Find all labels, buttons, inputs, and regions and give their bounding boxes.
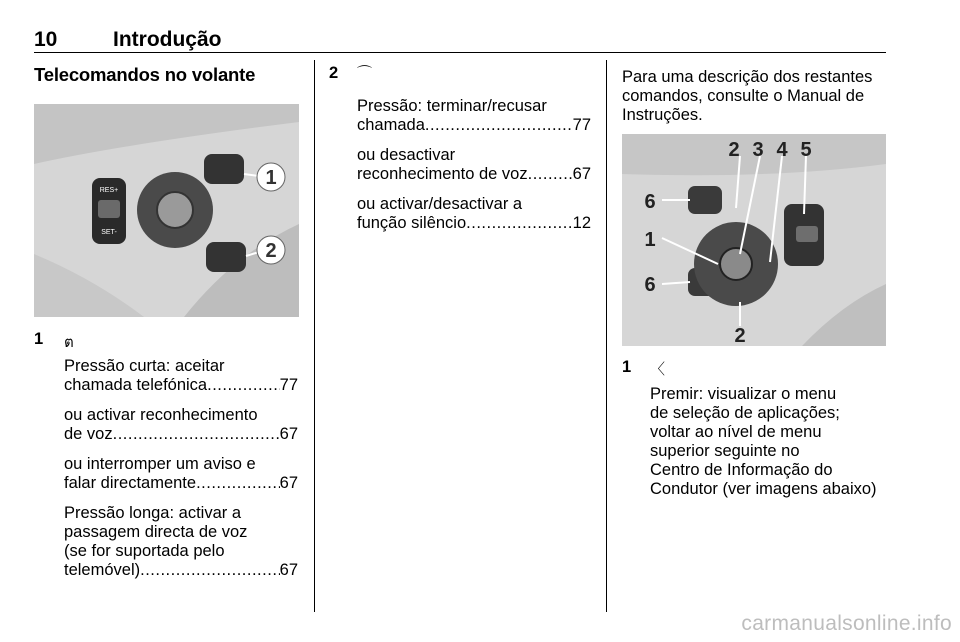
- col3-item1-number: 1: [622, 358, 632, 376]
- item2-number: 2: [329, 64, 339, 82]
- item2-entry-1-line-0: ou desactivar: [357, 146, 456, 164]
- item2-entry-2-ref: função silêncio ..... 12: [357, 214, 591, 233]
- steering-wheel-left-figure: [34, 104, 299, 317]
- steering-wheel-right-figure: [622, 134, 886, 346]
- col3-intro: [622, 68, 886, 125]
- item1-entry-1-line: ou activar reconhecimento: [64, 406, 258, 424]
- phone-hangup-icon: ⌒: [357, 65, 373, 82]
- item2-description: [357, 97, 591, 244]
- figure2-callout-4: 4: [776, 139, 788, 161]
- item1-entry-5-ref: telemóvel) ..... 67: [64, 561, 298, 580]
- item2-entry-1-ref: reconhecimento de voz ..... 67: [357, 165, 591, 184]
- item1-entry-1: [64, 406, 298, 444]
- figure1-set-label: SET-: [101, 229, 117, 236]
- col3-intro-line-1: comandos, consulte o Manual de: [622, 87, 865, 105]
- item1-entry-5-line-1: passagem directa de voz: [64, 523, 248, 541]
- steering-wheel-left-illustration: [34, 104, 299, 317]
- item2-entry-2-line-0: ou activar/desactivar a: [357, 195, 523, 213]
- watermark: carmanualsonline.info: [741, 612, 952, 635]
- item1-entry-5: [64, 504, 298, 580]
- item1-entry-0: [64, 357, 298, 395]
- col3-item1-line-3: superior seguinte no: [650, 442, 800, 460]
- item1-entry-2-ref: de voz ..... 67: [64, 425, 298, 444]
- item2-entry-2: [357, 195, 591, 233]
- page-number: 10: [34, 28, 58, 51]
- figure1-callout-1: 1: [265, 167, 277, 189]
- column-divider-1: [314, 60, 315, 612]
- phone-answer-icon: ต: [64, 334, 74, 351]
- col3-item1-line-2: voltar ao nível de menu: [650, 423, 822, 441]
- figure2-callout-3: 3: [752, 139, 764, 161]
- figure2-callout-6-bottom: 6: [644, 274, 656, 296]
- column-divider-2: [606, 60, 607, 612]
- steering-wheel-right-illustration: [622, 134, 886, 346]
- item1-entry-5-line-0: Pressão longa: activar a: [64, 504, 242, 522]
- figure2-callout-5: 5: [800, 139, 812, 161]
- figure2-callout-2-bottom: 2: [734, 325, 746, 346]
- header-rule: [34, 52, 886, 53]
- section-title: Telecomandos no volante: [34, 64, 256, 85]
- figure2-callout-6-top: 6: [644, 191, 656, 213]
- figure1-res-label: RES+: [99, 187, 119, 194]
- col3-item1-line-4: Centro de Informação do: [650, 461, 833, 479]
- chevron-left-icon: 〈: [650, 361, 666, 378]
- item2-entry-0-ref: chamada ..... 77: [357, 116, 591, 135]
- col3-item1-line-1: de seleção de aplicações;: [650, 404, 840, 422]
- col3-intro-line-0: Para uma descrição dos restantes: [622, 68, 873, 86]
- col3-item1-line-0: Premir: visualizar o menu: [650, 385, 837, 403]
- item1-description: [64, 357, 298, 591]
- col3-intro-line-2: Instruções.: [622, 106, 703, 124]
- col3-item1-description: [650, 385, 886, 499]
- chapter-title: Introdução: [113, 28, 222, 51]
- figure2-callout-2: 2: [728, 139, 740, 161]
- item1-number: 1: [34, 330, 44, 348]
- item1-entry-5-line-2: (se for suportada pelo: [64, 542, 225, 560]
- figure1-callout-2: 2: [265, 240, 277, 262]
- item1-entry-3-line: ou interromper um aviso e: [64, 455, 256, 473]
- item1-entry-0-line-0: Pressão curta: aceitar: [64, 357, 225, 375]
- item2-entry-1: [357, 146, 591, 184]
- figure2-callout-1: 1: [644, 229, 656, 251]
- col3-item1-line-5: Condutor (ver imagens abaixo): [650, 480, 877, 498]
- item1-entry-3: [64, 455, 298, 493]
- item1-entry-0-ref: chamada telefónica ..... 77: [64, 376, 298, 395]
- item1-entry-4-ref: falar directamente ..... 67: [64, 474, 298, 493]
- item2-entry-0-line-0: Pressão: terminar/recusar: [357, 97, 547, 115]
- item2-entry-0: [357, 97, 591, 135]
